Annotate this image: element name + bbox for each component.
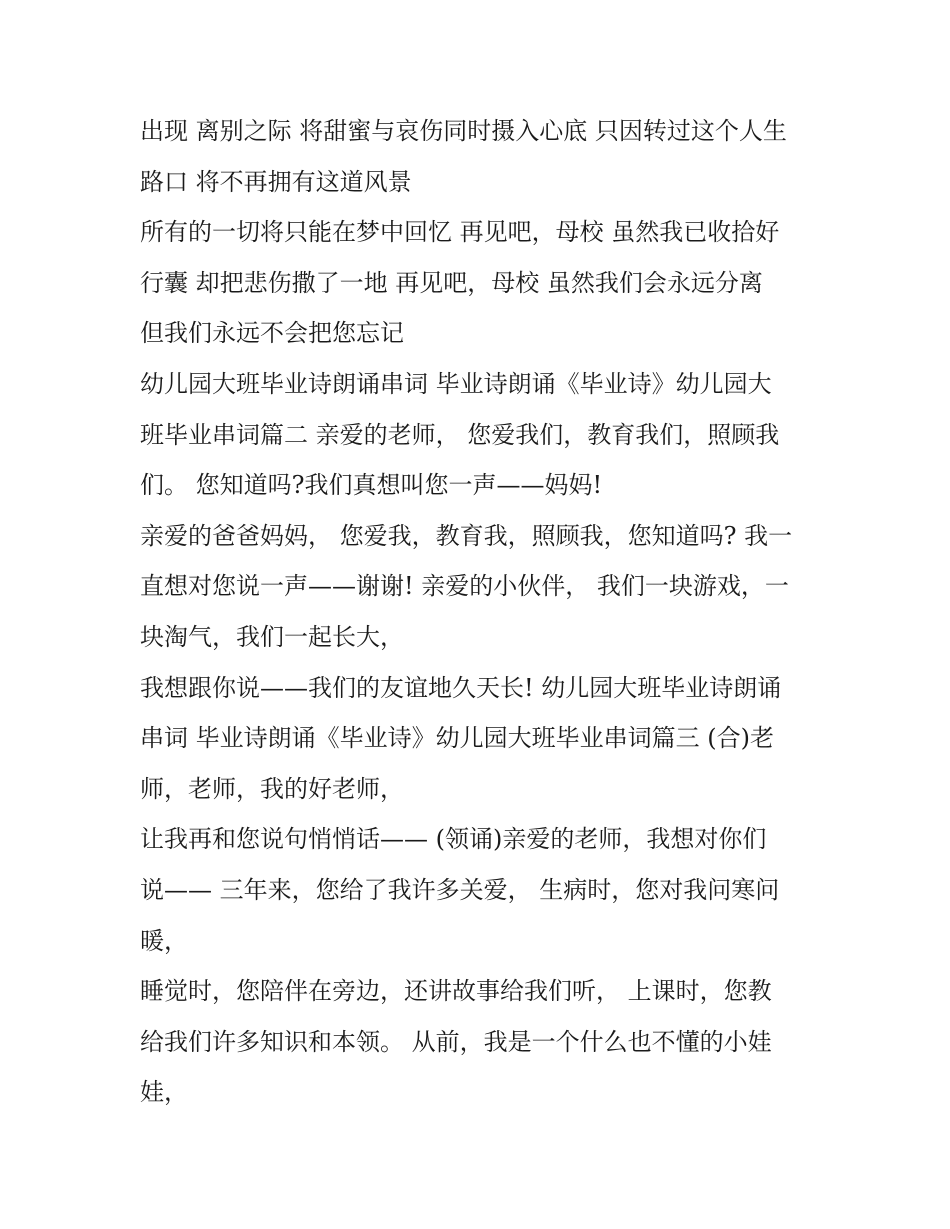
text-line: 们。 您知道吗?我们真想叫您一声——妈妈! (140, 471, 603, 500)
text-line: 给我们许多知识和本领。 从前，我是一个什么也不懂的小娃 (140, 1027, 772, 1056)
text-line: 亲爱的爸爸妈妈， 您爱我，教育我，照顾我，您知道吗? 我一 (140, 521, 793, 550)
text-line: 班毕业串词篇二 亲爱的老师， 您爱我们，教育我们，照顾我 (140, 420, 780, 449)
text-line: 所有的一切将只能在梦中回忆 再见吧，母校 虽然我已收拾好 (140, 218, 780, 247)
text-line: 睡觉时，您陪伴在旁边，还讲故事给我们听， 上课时，您教 (140, 977, 772, 1006)
text-line: 说—— 三年来，您给了我许多关爱， 生病时，您对我问寒问 (140, 875, 780, 904)
text-line: 出现 离别之际 将甜蜜与哀伤同时摄入心底 只因转过这个人生 (140, 117, 787, 145)
document-body (140, 106, 820, 1118)
text-line: 娃， (140, 1078, 188, 1107)
text-line: 串词 毕业诗朗诵《毕业诗》幼儿园大班毕业串词篇三 (合)老 (140, 724, 774, 753)
text-line: 行囊 却把悲伤撒了一地 再见吧，母校 虽然我们会永远分离 (140, 268, 763, 297)
text-line: 路口 将不再拥有这道风景 (140, 167, 412, 196)
text-line: 幼儿园大班毕业诗朗诵串词 毕业诗朗诵《毕业诗》幼儿园大 (140, 369, 772, 398)
text-line: 直想对您说一声——谢谢! 亲爱的小伙伴， 我们一块游戏，一 (140, 572, 789, 601)
text-line: 块淘气，我们一起长大， (140, 622, 404, 651)
text-line: 但我们永远不会把您忘记 (140, 319, 404, 348)
text-line: 师，老师，我的好老师， (140, 774, 404, 803)
text-line: 暖， (140, 926, 188, 955)
text-line: 我想跟你说——我们的友谊地久天长! 幼儿园大班毕业诗朗诵 (140, 673, 782, 702)
text-line: 让我再和您说句悄悄话—— (领诵)亲爱的老师，我想对你们 (140, 825, 767, 854)
